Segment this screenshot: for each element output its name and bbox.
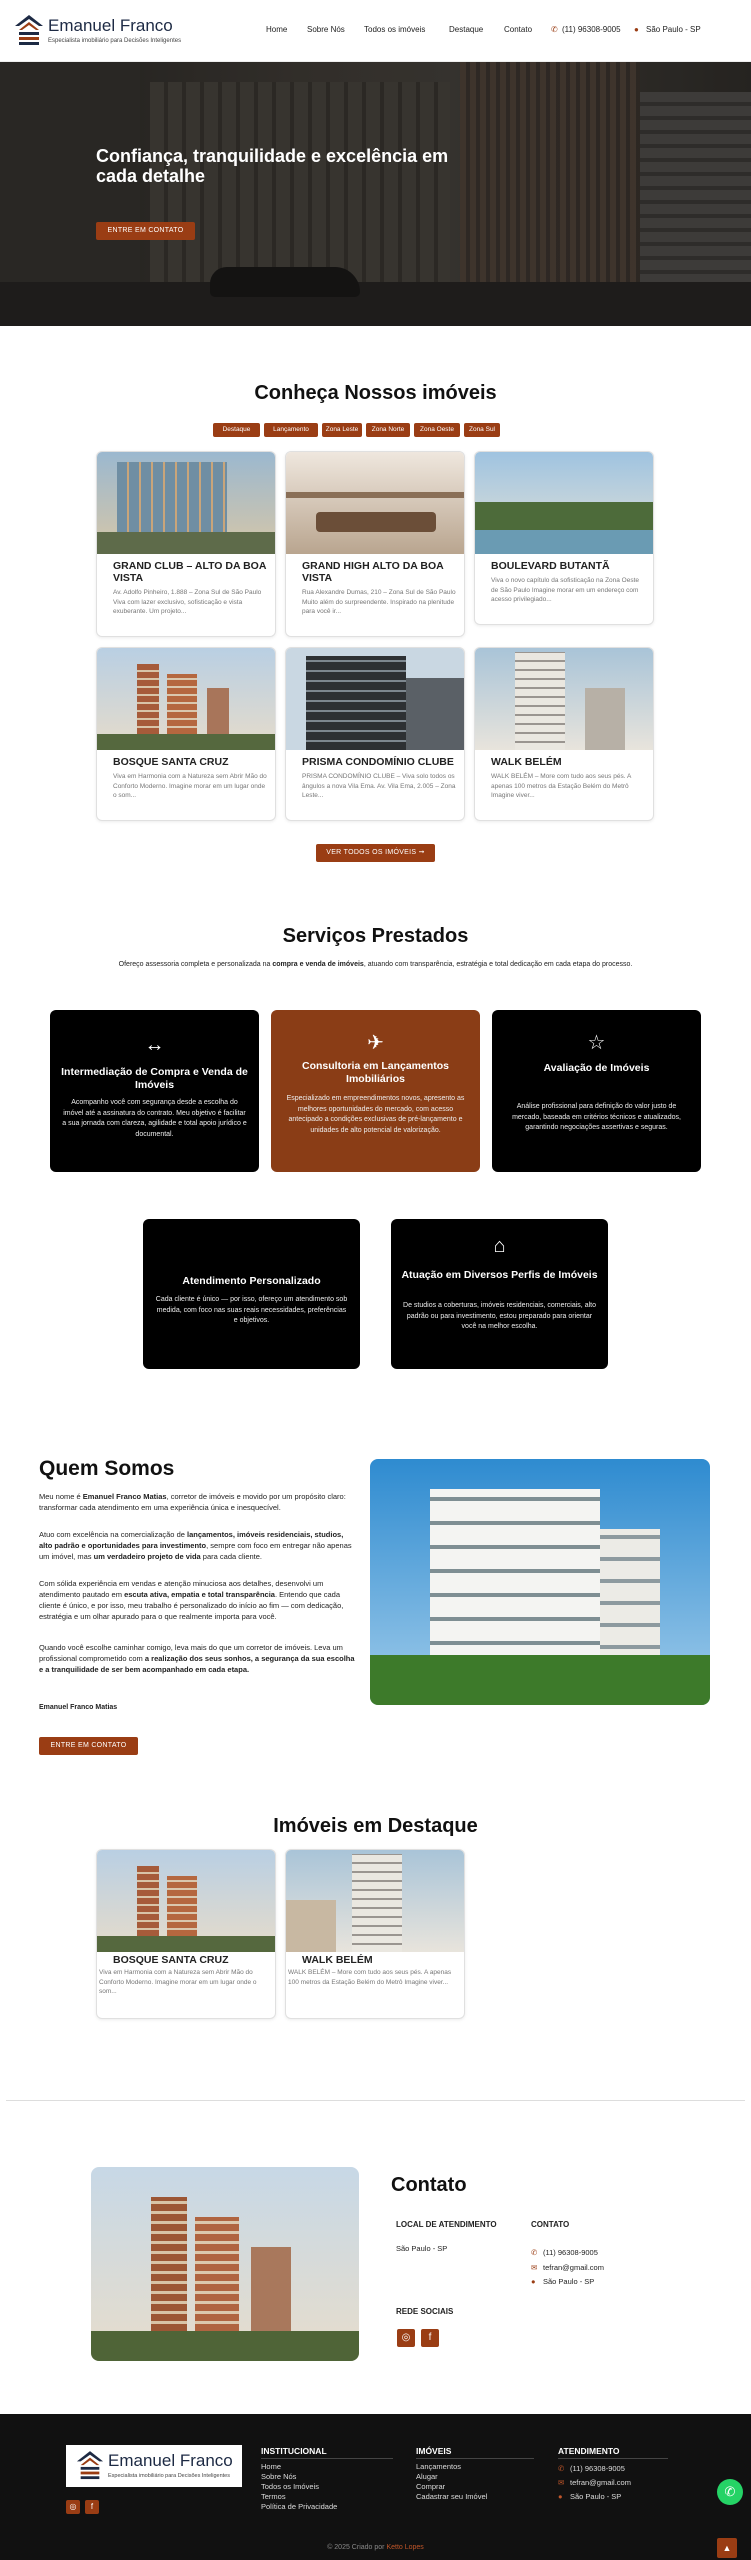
service-description: De studios a coberturas, imóveis residenciais, comerciais, alto padrão ou para investimento, estou preparado para orientar você na melhor escolha. [403, 1302, 596, 1330]
logo[interactable] [14, 14, 184, 50]
about-title: Quem Somos [39, 1457, 175, 1480]
footer-link[interactable]: Cadastrar seu Imóvel [416, 2492, 488, 2501]
property-card[interactable] [285, 647, 465, 821]
about-p2-b: lançamentos, imóveis residenciais, studios, alto padrão e oportunidades para investimento [39, 1530, 344, 1550]
logo-title: Emanuel Franco [48, 16, 173, 35]
footer-atendimento-heading: ATENDIMENTO [558, 2446, 668, 2459]
service-title: Atuação em Diversos Perfis de Imóveis [401, 1269, 598, 1281]
contact-heading: CONTATO [531, 2220, 570, 2229]
property-title: BOSQUE SANTA CRUZ [113, 1954, 229, 1966]
facebook-icon[interactable]: f [421, 2329, 439, 2347]
about-contact-button[interactable]: ENTRE EM CONTATO [39, 1737, 138, 1755]
back-to-top-button[interactable]: ▲ [717, 2538, 737, 2558]
services-intro-b: compra e venda de imóveis [272, 961, 364, 968]
hero-overlay [0, 62, 751, 326]
services-title: Serviços Prestados [282, 925, 469, 947]
property-card[interactable] [96, 647, 276, 821]
service-card [391, 1219, 608, 1369]
footer-copyright [0, 2544, 751, 2551]
about-paragraph [39, 1578, 357, 1622]
featured-card[interactable] [96, 1849, 276, 2019]
service-description: Análise profissional para definição do valor justo de mercado, baseada em critérios técnicos e atualizados, garantindo negociações assertivas e seguras. [512, 1103, 681, 1131]
services-intro-c: , atuando com transparência, estratégia e total dedicação em cada etapa do processo. [363, 961, 633, 968]
arrows-horizontal-icon: ↔ [144, 1034, 165, 1056]
footer-link[interactable]: Comprar [416, 2482, 446, 2491]
property-description: Viva em Harmonia com a Natureza sem Abrir Mão do Conforto Moderno. Imagine morar em um lugar onde o som... [113, 773, 267, 799]
service-description: Cada cliente é único — por isso, ofereço um atendimento sob medida, com foco nas suas reais necessidades, preferências e objetivos. [155, 1296, 348, 1324]
header-location: São Paulo - SP [646, 25, 701, 34]
about-p3-a: Com sólida experiência em vendas e atenção minuciosa aos detalhes, desenvolvi um atendimento pautado em [39, 1579, 324, 1599]
about-p2-d: um verdadeiro projeto de vida [93, 1552, 201, 1561]
logo-building-icon [14, 14, 44, 48]
property-card[interactable] [285, 451, 465, 637]
about-paragraph [39, 1491, 357, 1513]
filter-lancamento[interactable]: Lançamento [264, 423, 318, 437]
footer-phone[interactable]: (11) 96308-9005 [570, 2464, 625, 2473]
contact-city: São Paulo - SP [543, 2277, 595, 2286]
hero-title: Confiança, tranquilidade e excelência em cada detalhe [96, 146, 449, 186]
property-image [97, 1850, 276, 1952]
nav-contato[interactable]: Contato [504, 25, 533, 34]
footer-city: São Paulo - SP [570, 2492, 622, 2501]
property-card[interactable] [474, 451, 654, 625]
about-p2-e: para cada cliente. [200, 1552, 263, 1561]
property-image [475, 648, 654, 750]
footer-imoveis-heading: IMÓVEIS [416, 2446, 534, 2459]
footer-logo[interactable] [66, 2445, 242, 2487]
logo-building-icon [76, 2449, 104, 2483]
property-title: WALK BELÉM [491, 756, 562, 768]
email-icon: ✉ [531, 2263, 538, 2272]
property-filters [213, 423, 543, 437]
contact-local-value: São Paulo - SP [396, 2244, 448, 2253]
about-signature: Emanuel Franco Matias [39, 1704, 118, 1711]
property-description: Viva o novo capítulo da sofisticação na Zona Oeste de São Paulo Imagine morar em um endereço com acesso privilegiado... [491, 577, 640, 603]
view-all-properties-button[interactable]: VER TODOS OS IMÓVEIS ➞ [316, 844, 435, 862]
service-card [271, 1010, 480, 1172]
properties-title: Conheça Nossos imóveis [254, 382, 497, 404]
property-card[interactable] [96, 451, 276, 637]
footer-link[interactable]: Lançamentos [416, 2462, 462, 2471]
featured-title: Imóveis em Destaque [273, 1815, 478, 1837]
property-title: GRAND HIGH ALTO DA BOA VISTA [302, 560, 444, 584]
footer-link[interactable]: Todos os Imóveis [261, 2482, 319, 2491]
paper-plane-icon: ✈ [367, 1032, 384, 1054]
instagram-icon[interactable]: ◎ [397, 2329, 415, 2347]
phone-icon: ✆ [551, 25, 558, 34]
about-p4-b: a realização dos seus sonhos, a segurança da sua escolha e a tranquilidade de ser bem acompanhado em cada etapa. [39, 1654, 355, 1674]
about-paragraph [39, 1642, 357, 1675]
service-title: Atendimento Personalizado [182, 1275, 321, 1287]
footer-link[interactable]: Termos [261, 2492, 286, 2501]
about-p2-a: Atuo com excelência na comercialização de [39, 1530, 187, 1539]
property-title: BOSQUE SANTA CRUZ [113, 756, 229, 768]
star-icon: ☆ [587, 1032, 606, 1054]
footer-link[interactable]: Sobre Nós [261, 2472, 297, 2481]
filter-destaque[interactable]: Destaque [213, 423, 260, 437]
about-p2-c: , sempre com foco em entregar não apenas um imóvel, mas [39, 1541, 352, 1561]
about-p4-a: Quando você escolhe caminhar comigo, leva mais do que um corretor de imóveis. Leva um profissional comprometido com [39, 1643, 343, 1663]
site-header [0, 0, 751, 62]
services-intro [0, 959, 751, 970]
about-p1-b: Emanuel Franco Matias [82, 1492, 167, 1501]
filter-zona-oeste[interactable]: Zona Oeste [414, 423, 460, 437]
property-image [286, 648, 465, 750]
footer-email[interactable]: tefran@gmail.com [570, 2478, 631, 2487]
property-description: PRISMA CONDOMÍNIO CLUBE – Viva solo todos os ângulos a nova Vila Ema. Av. Vila Ema, 2.005 – Zona Leste... [302, 773, 456, 799]
contact-email[interactable]: tefran@gmail.com [543, 2263, 604, 2272]
property-title: GRAND CLUB – ALTO DA BOA VISTA [113, 560, 267, 584]
property-image [286, 452, 465, 554]
nav-home[interactable]: Home [266, 25, 288, 34]
service-card [50, 1010, 259, 1172]
nav-destaque[interactable]: Destaque [449, 25, 484, 34]
location-pin-icon: ● [634, 25, 639, 34]
social-heading: REDE SOCIAIS [396, 2307, 454, 2316]
instagram-icon[interactable]: ◎ [66, 2500, 80, 2514]
property-image [475, 452, 654, 554]
copyright-author-link[interactable]: Ketto Lopes [386, 2544, 424, 2551]
footer-institutional-heading: INSTITUCIONAL [261, 2446, 393, 2459]
phone-icon: ✆ [558, 2464, 565, 2473]
contact-title: Contato [391, 2174, 467, 2196]
property-title: BOULEVARD BUTANTÃ [491, 560, 610, 572]
property-description: WALK BELÉM – More com tudo aos seus pés. A apenas 100 metros da Estação Belém do Metrô Imagine viver... [491, 773, 631, 799]
about-p3-b: escuta ativa, empatia e total transparência [124, 1590, 275, 1599]
service-description: Especializado em empreendimentos novos, apresento as melhores oportunidades do mercado, com acesso antecipado a condições exclusivas de pré-lançamento e unidades de alto potencial de valorização. [286, 1095, 465, 1134]
copyright-text: © 2025 Criado por [327, 2544, 387, 2551]
logo-subtitle: Especialista imobiliário para Decisões Inteligentes [48, 38, 182, 44]
email-icon: ✉ [558, 2478, 565, 2487]
location-pin-icon: ● [558, 2492, 563, 2501]
about-paragraph [39, 1529, 357, 1562]
service-title: Intermediação de Compra e Venda de Imóveis [61, 1066, 248, 1091]
property-description: Viva em Harmonia com a Natureza sem Abrir Mão do Conforto Moderno. Imagine morar em um lugar onde o som... [99, 1969, 257, 1995]
footer-link[interactable]: Home [261, 2462, 282, 2471]
property-description: Av. Adolfo Pinheiro, 1.888 – Zona Sul de São Paulo Viva com lazer exclusivo, sofisticação e vista exuberante. Um projeto... [113, 589, 262, 615]
filter-zona-sul[interactable]: Zona Sul [464, 423, 500, 437]
hero-contact-button[interactable]: ENTRE EM CONTATO [96, 222, 195, 240]
home-icon: ⌂ [493, 1235, 506, 1257]
services-intro-a: Ofereço assessoria completa e personalizada na [118, 961, 273, 968]
property-description: WALK BELÉM – More com tudo aos seus pés. A apenas 100 metros da Estação Belém do Metrô Imagine viver... [288, 1969, 452, 1986]
property-title: PRISMA CONDOMÍNIO CLUBE [302, 756, 454, 768]
footer-logo-subtitle: Especialista imobiliário para Decisões Inteligentes [108, 2473, 230, 2479]
contact-local-heading: LOCAL DE ATENDIMENTO [396, 2220, 497, 2229]
service-title: Avaliação de Imóveis [543, 1062, 650, 1074]
contact-image [91, 2167, 359, 2361]
nav-sobre[interactable]: Sobre Nós [307, 25, 345, 34]
service-description: Acompanho você com segurança desde a escolha do imóvel até a assinatura do contrato. Meu objetivo é facilitar a sua jornada com clareza, agilidade e total apoio jurídico e documental. [62, 1099, 247, 1138]
property-image [97, 452, 276, 554]
about-p1-c: , corretor de imóveis e movido por um propósito claro: transformar cada atendimento em uma experiência única e inesquecível. [39, 1492, 346, 1512]
footer-link[interactable]: Alugar [416, 2472, 438, 2481]
section-divider [6, 2100, 745, 2101]
property-image [286, 1850, 465, 1952]
service-card [492, 1010, 701, 1172]
phone-icon: ✆ [531, 2248, 538, 2257]
property-title: WALK BELÉM [302, 1954, 373, 1966]
whatsapp-icon[interactable]: ✆ [717, 2479, 743, 2505]
about-p3-c: . Entendo que cada cliente é único, e por isso, meu trabalho é personalizado do início ao fim — com dedicação, estratégia e um olhar apurado para o que realmente importa para você. [39, 1590, 344, 1621]
service-card [143, 1219, 360, 1369]
filter-zona-leste[interactable]: Zona Leste [322, 423, 362, 437]
filter-zona-norte[interactable]: Zona Norte [366, 423, 410, 437]
property-image [97, 648, 276, 750]
hero-banner [0, 62, 751, 326]
footer [0, 2414, 751, 2560]
about-p1-a: Meu nome é [39, 1492, 83, 1501]
location-pin-icon: ● [531, 2277, 536, 2286]
featured-card[interactable] [285, 1849, 465, 2019]
header-phone[interactable]: (11) 96308-9005 [562, 25, 621, 34]
about-building-image [370, 1459, 710, 1705]
nav-todos[interactable]: Todos os imóveis [364, 25, 426, 34]
service-title: Consultoria em Lançamentos Imobiliários [301, 1060, 450, 1085]
property-description: Rua Alexandre Dumas, 210 – Zona Sul de São Paulo Muito além do surpreendente. Inspirado na plenitude para você ir... [302, 589, 456, 615]
footer-link[interactable]: Política de Privacidade [261, 2502, 338, 2511]
property-card[interactable] [474, 647, 654, 821]
footer-logo-title: Emanuel Franco [108, 2451, 233, 2470]
facebook-icon[interactable]: f [85, 2500, 99, 2514]
contact-phone[interactable]: (11) 96308-9005 [543, 2248, 598, 2257]
